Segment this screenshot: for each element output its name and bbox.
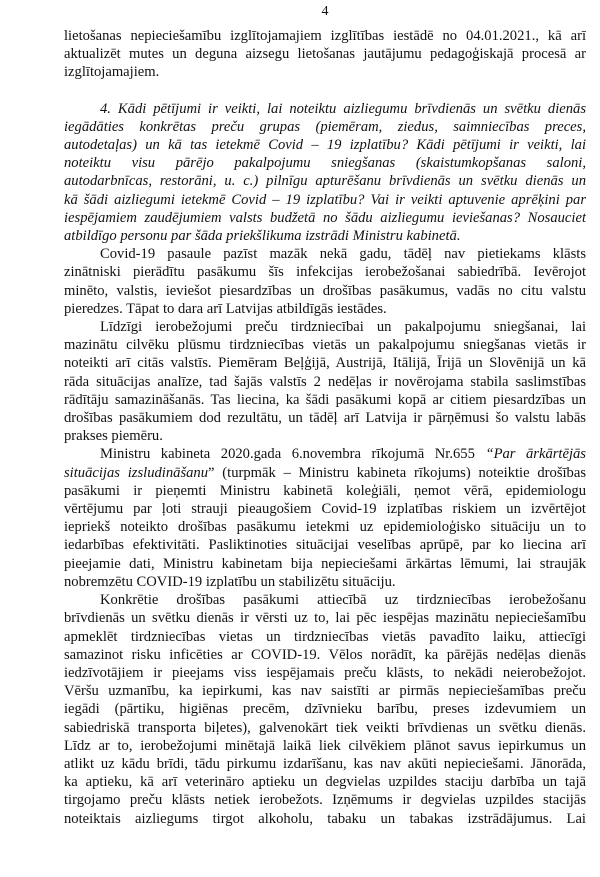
order-title-italic: situācijas izsludināšanu <box>64 464 209 481</box>
text-line: autodetaļas) un kā tas ietekmē Covid – 19 izplatību? Kādi pētījumi ir veikti, lai <box>64 137 586 154</box>
paragraph-other-countries <box>64 318 586 445</box>
text-line <box>64 445 586 463</box>
text-line: atlikt uz kādu brīdi, tādu pirkumu izdarīšanu, kas nav akūti nepieciešami. Jānorāda, <box>64 755 586 772</box>
text-line: Līdzīgi ierobežojumi preču tirdzniecībai un pakalpojumu sniegšanai, lai <box>100 319 586 336</box>
text-line: autodarbnīcas, restorāni, u. c.) pilnīgu apturēšanu brīvdienās un svētku dienās un <box>64 173 586 190</box>
text-line: lietošanas nepieciešamību izglītojamajiem izglītības iestādē no 04.01.2021., kā arī <box>64 28 586 44</box>
text-line: Covid-19 pasaule pazīst mazāk nekā gadu, tādēļ nav pietiekams klāsts <box>100 246 586 263</box>
text-line: iegādi (pārtiku, higiēnas precēm, dzīvnieku barību, preses izdevumiem un <box>64 701 586 718</box>
paragraph-covid-experience <box>64 245 586 318</box>
text-line: iedzīvotājiem ir pieejams viss iespējamais preču klāsts, to nekādi neierobežojot. <box>64 664 586 681</box>
text-line: sabiedriskā transporta biļetes), galvenokārt tiek veikti brīvdienas un svētku dienās. <box>64 719 586 736</box>
text-line: rāda situācijas analīze, tad šajās valstīs 2 nedēļas ir novērojama stabila saslimstības <box>64 373 586 390</box>
text-line: nobremzētu COVID-19 izplatību un stabilizētu situāciju. <box>64 573 396 590</box>
paragraph-specific-measures <box>64 591 586 828</box>
text-line: zinātniski pierādītu pasākumu šīs infekcijas ierobežošanai sabiedrībā. Ievērojot <box>64 264 586 281</box>
page-number: 4 <box>321 4 329 19</box>
text-line <box>64 464 586 482</box>
text-line: pieejamie dati, Ministru kabinetam bija nepieciešami ārkārtas lēmumi, lai straujāk <box>64 555 586 572</box>
text-line: iepriekš noteikto drošības pasākumu ietekmi uz epidemioloģisko situāciju un to <box>64 519 586 536</box>
text-run: Ministru kabineta 2020.gada 6.novembra rīkojumā Nr.655 <box>100 446 486 463</box>
text-line: rādītāju samazināšanās. Tas liecina, ka šādi pasākumi kopā ar citiem piesardzības un <box>64 391 586 408</box>
text-line: tirgojamo preču klāsts netiek ierobežots. Izņēmums ir degvielas uzpildes stacijās <box>64 792 586 809</box>
text-line: atbildīgo personu par šāda priekšlikuma izstrādi Ministru kabinetā. <box>64 228 461 245</box>
text-line: Līdz ar to, ierobežojumi minētajā laikā liek cilvēkiem plānot savus iepirkumus un <box>64 737 586 754</box>
text-line: mazinātu cilvēku plūsmu tirdzniecības vietās un pakalpojumu sniegšanas vietās ir <box>64 337 586 354</box>
question-4 <box>64 100 586 246</box>
text-line: brīvdienās un svētku dienās ir vērsti uz to, lai pēc iespējas mazinātu nepieciešamību <box>64 610 586 627</box>
text-line: prakses piemēru. <box>64 428 163 445</box>
text-line: iespējamiem zaudējumiem valsts budžetā no šādu aizliegumu ieviešanas? Nosauciet <box>64 209 586 226</box>
text-line: kā šādi aizliegumi ietekmē Covid – 19 izplatību? Vai ir veikti aptuvenie aprēķini par <box>64 191 586 208</box>
text-line: noteikti arī citās valstīs. Piemēram Beļģijā, Austrijā, Itālijā, Īrijā un Slovēnijā un kā <box>64 355 586 372</box>
text-line: minēto, valstis, ieviešot piesardzības un drošības pasākumus, vadās no citu valstu <box>64 282 586 299</box>
text-line: pieredzes. Tāpat to dara arī Latvijas atbildīgās iestādes. <box>64 300 387 317</box>
text-line: drošības pasākumiem dod rezultātu, un tādēļ arī Latvija ir pārņēmusi šo valstu labās <box>64 410 586 427</box>
paragraph-cabinet-order <box>64 445 586 591</box>
text-line: aktualizēt mutes un deguna aizsegu lietošanas jautājumu pedagoģiskajā procesā ar <box>64 46 586 63</box>
paragraph-continuation <box>64 27 586 82</box>
text-line: 4. Kādi pētījumi ir veikti, lai noteiktu aizliegumu brīvdienās un svētku dienās <box>100 100 586 117</box>
text-line: vērtējumu par ļoti strauji pieaugošiem Covid-19 izplatības riskiem un izvērtējot <box>64 501 586 518</box>
text-line: samazinot risku inficēties ar COVID-19. Vēlos norādīt, ka pārējās nedēļas dienās <box>64 646 586 663</box>
text-line: ka aptieku, kā arī veterināro aptieku un degvielas uzpildes staciju darbība un tajā <box>64 774 586 791</box>
text-line: izglītojamajiem. <box>64 64 160 81</box>
document-page <box>64 0 586 828</box>
text-line: Vēršu uzmanību, ka iepirkumi, kas nav saistīti ar pirmās nepieciešamības preču <box>64 683 586 700</box>
text-line: iegādāties konkrētas preču grupas (piemēram, ziedus, saimniecības preces, <box>64 118 586 135</box>
text-line: apmeklēt tirdzniecības vietas un tirdzniecības vietās pavadīto laiku, attiecīgi <box>64 628 586 645</box>
text-line: pasākumi ir pieņemti Ministru kabinetā koleģiāli, ņemot vērā, epidemiologu <box>64 482 586 499</box>
text-run: ” (turpmāk – Ministru kabineta rīkojums) noteiktie drošības <box>208 464 586 481</box>
text-line: noteiktais aizliegums tirgot alkoholu, tabaku un tabakas izstrādājumus. Lai <box>64 810 586 827</box>
text-line: iedarbības efektivitāti. Pasliktinoties situācijai veselības aprūpē, par ko liecina arī <box>64 537 586 554</box>
order-title-italic: “Par ārkārtējās <box>485 446 586 463</box>
text-line: noteiktu visu pārējo pakalpojumu sniegšanas (skaistumkopšanas saloni, <box>64 155 586 172</box>
text-line: Konkrētie drošības pasākumi attiecībā uz tirdzniecības ierobežošanu <box>100 592 586 609</box>
